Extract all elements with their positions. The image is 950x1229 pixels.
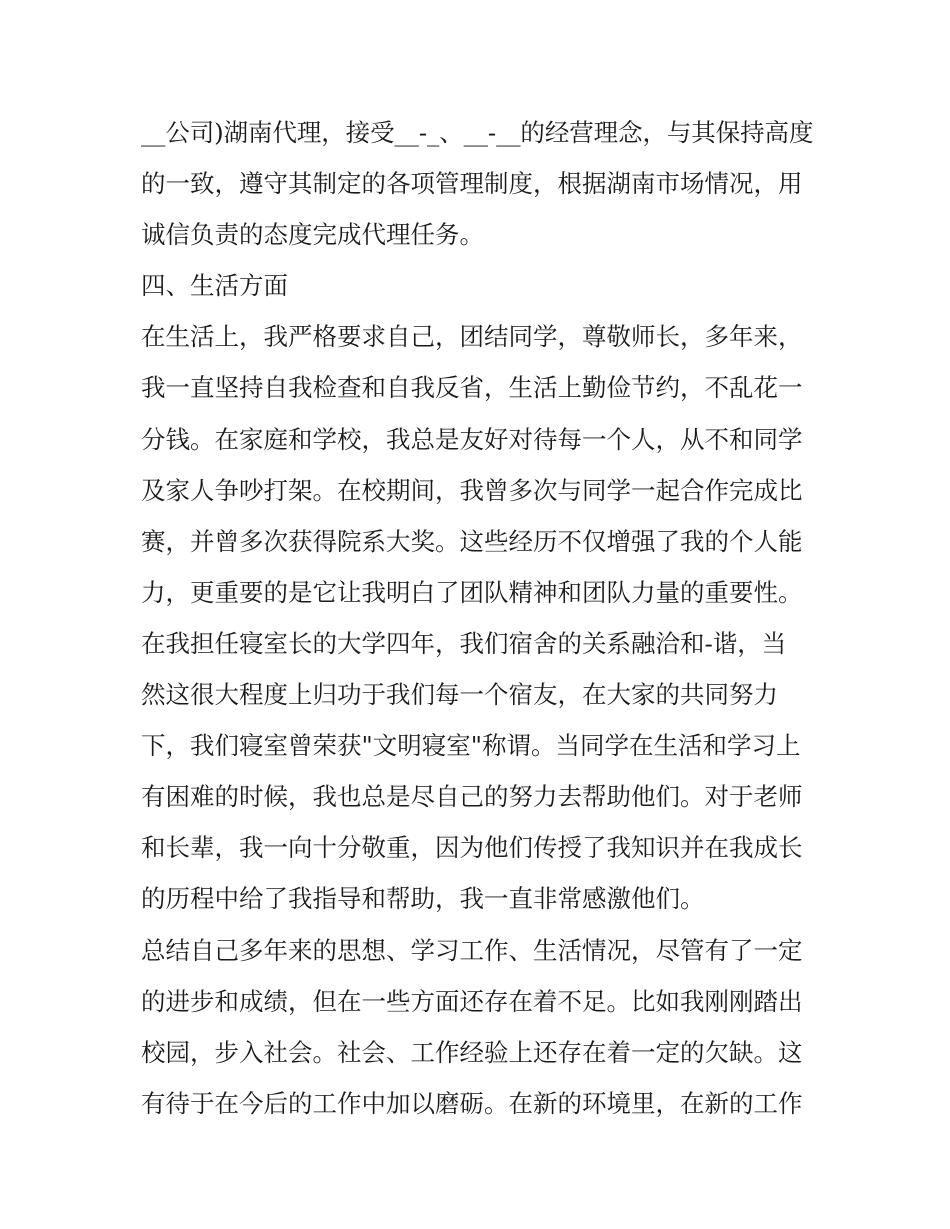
text-line: 和长辈，我一向十分敬重，因为他们传授了我知识并在我成长: [141, 833, 803, 863]
text-line: 分钱。在家庭和学校，我总是友好对待每一个人，从不和同学: [141, 424, 803, 454]
text-line: 诚信负责的态度完成代理任务。: [141, 220, 484, 250]
text-line: __公司)湖南代理，接受__-_、__-__的经营理念，与其保持高度: [141, 118, 814, 147]
text-line: 我一直坚持自我检查和自我反省，生活上勤俭节约，不乱花一: [141, 373, 803, 403]
text-line: 有待于在今后的工作中加以磨砺。在新的环境里，在新的工作: [141, 1088, 803, 1118]
section-heading: 四、生活方面: [141, 271, 288, 301]
text-line: 在我担任寝室长的大学四年，我们宿舍的关系融洽和-谐，当: [141, 628, 787, 658]
text-line: 的一致，遵守其制定的各项管理制度，根据湖南市场情况，用: [141, 169, 803, 199]
text-line: 的进步和成绩，但在一些方面还存在着不足。比如我刚刚踏出: [141, 986, 803, 1016]
text-line: 力，更重要的是它让我明白了团队精神和团队力量的重要性。: [141, 577, 803, 607]
text-line: 下，我们寝室曾荣获"文明寝室"称谓。当同学在生活和学习上: [141, 731, 801, 761]
text-line: 在生活上，我严格要求自己，团结同学，尊敬师长，多年来，: [141, 322, 803, 352]
text-line: 的历程中给了我指导和帮助，我一直非常感激他们。: [141, 884, 705, 914]
text-line: 及家人争吵打架。在校期间，我曾多次与同学一起合作完成比: [141, 475, 803, 505]
text-line: 有困难的时候，我也总是尽自己的努力去帮助他们。对于老师: [141, 782, 803, 812]
text-line: 校园，步入社会。社会、工作经验上还存在着一定的欠缺。这: [141, 1037, 803, 1067]
text-line: 然这很大程度上归功于我们每一个宿友，在大家的共同努力: [141, 680, 778, 710]
text-line: 总结自己多年来的思想、学习工作、生活情况，尽管有了一定: [141, 935, 803, 965]
text-line: 赛，并曾多次获得院系大奖。这些经历不仅增强了我的个人能: [141, 526, 803, 556]
document-body: [141, 107, 814, 1129]
